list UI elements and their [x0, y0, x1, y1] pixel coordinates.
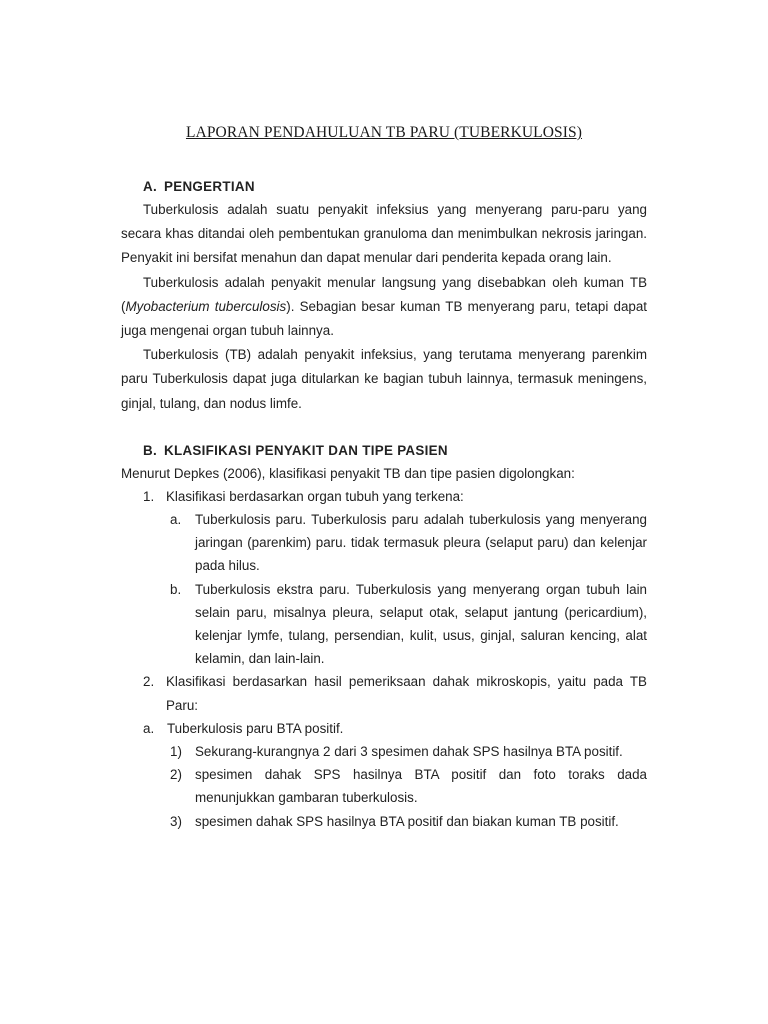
list-marker: a.	[143, 720, 155, 736]
section-b-heading	[143, 440, 647, 462]
list-item	[170, 763, 647, 809]
paragraph-definition-2-species: Myobacterium tuberculosis	[125, 298, 287, 314]
list-item	[170, 740, 647, 763]
list-marker: 1)	[170, 744, 182, 760]
list-item-text: spesimen dahak SPS hasilnya BTA positif dan foto toraks dada menunjukkan gambaran tuberkulosis.	[195, 767, 647, 806]
section-a-title: PENGERTIAN	[164, 179, 255, 194]
list-item	[170, 508, 647, 578]
list-marker: a.	[170, 512, 182, 528]
list-item-text: spesimen dahak SPS hasilnya BTA positif dan biakan kuman TB positif.	[195, 813, 619, 829]
section-b-letter: B.	[143, 442, 157, 458]
paragraph-definition-1: Tuberkulosis adalah suatu penyakit infeksius yang menyerang paru-paru yang secara khas ditandai oleh pembentukan granuloma dan menimbulkan nekrosis jaringan. Penyakit ini bersifat menahun dan dapat menular dari penderita kepada orang lain.	[121, 202, 647, 266]
list-marker: 2.	[143, 674, 155, 690]
list-item	[143, 670, 647, 716]
list-marker: b.	[170, 581, 182, 597]
list-marker: 2)	[170, 767, 182, 783]
section-a-letter: A.	[143, 179, 157, 194]
section-a-heading	[143, 176, 647, 198]
paragraph-definition-2-end: ). Sebagian besar kuman TB menyerang paru, tetapi dapat juga mengenai organ tubuh lainnya.	[121, 298, 648, 339]
list-item-text: Klasifikasi berdasarkan organ tubuh yang terkena:	[166, 488, 464, 504]
list-item	[143, 485, 647, 508]
document-body	[121, 176, 647, 833]
list-item-text: Tuberkulosis paru. Tuberkulosis paru adalah tuberkulosis yang menyerang jaringan (parenkim) paru. tidak termasuk pleura (selaput paru) dan kelenjar pada hilus.	[195, 512, 647, 574]
section-b-intro: Menurut Depkes (2006), klasifikasi penyakit TB dan tipe pasien digolongkan:	[121, 465, 575, 481]
list-item-text: Sekurang-kurangnya 2 dari 3 spesimen dahak SPS hasilnya BTA positif.	[195, 744, 623, 760]
paragraph-definition-2	[121, 271, 647, 344]
list-marker: 3)	[170, 813, 182, 829]
list-item-text: Tuberkulosis paru BTA positif.	[167, 720, 344, 736]
section-b-title: KLASIFIKASI PENYAKIT DAN TIPE PASIEN	[164, 442, 448, 458]
list-item	[170, 578, 647, 671]
list-marker: 1.	[143, 488, 155, 504]
list-item-text: Klasifikasi berdasarkan hasil pemeriksaan dahak mikroskopis, yaitu pada TB Paru:	[166, 674, 647, 713]
paragraph-definition-2-start: Tuberkulosis adalah penyakit menular langsung yang disebabkan oleh kuman TB (	[121, 274, 647, 314]
list-item-text: Tuberkulosis ekstra paru. Tuberkulosis yang menyerang organ tubuh lain selain paru, misalnya pleura, selaput otak, selaput jantung (pericardium), kelenjar lymfe, tulang, persendian, kulit, usus, ginjal, saluran kencing, alat kelamin, dan lain-lain.	[195, 581, 647, 667]
document-title: LAPORAN PENDAHULUAN TB PARU (TUBERKULOSIS)	[185, 124, 583, 141]
paragraph-definition-3: Tuberkulosis (TB) adalah penyakit infeksius, yang terutama menyerang parenkim paru Tuberkulosis dapat juga ditularkan ke bagian tubuh lainnya, termasuk meningens, ginjal, tulang, dan nodus limfe.	[121, 347, 647, 411]
list-item	[170, 810, 647, 833]
list-item	[143, 717, 647, 740]
